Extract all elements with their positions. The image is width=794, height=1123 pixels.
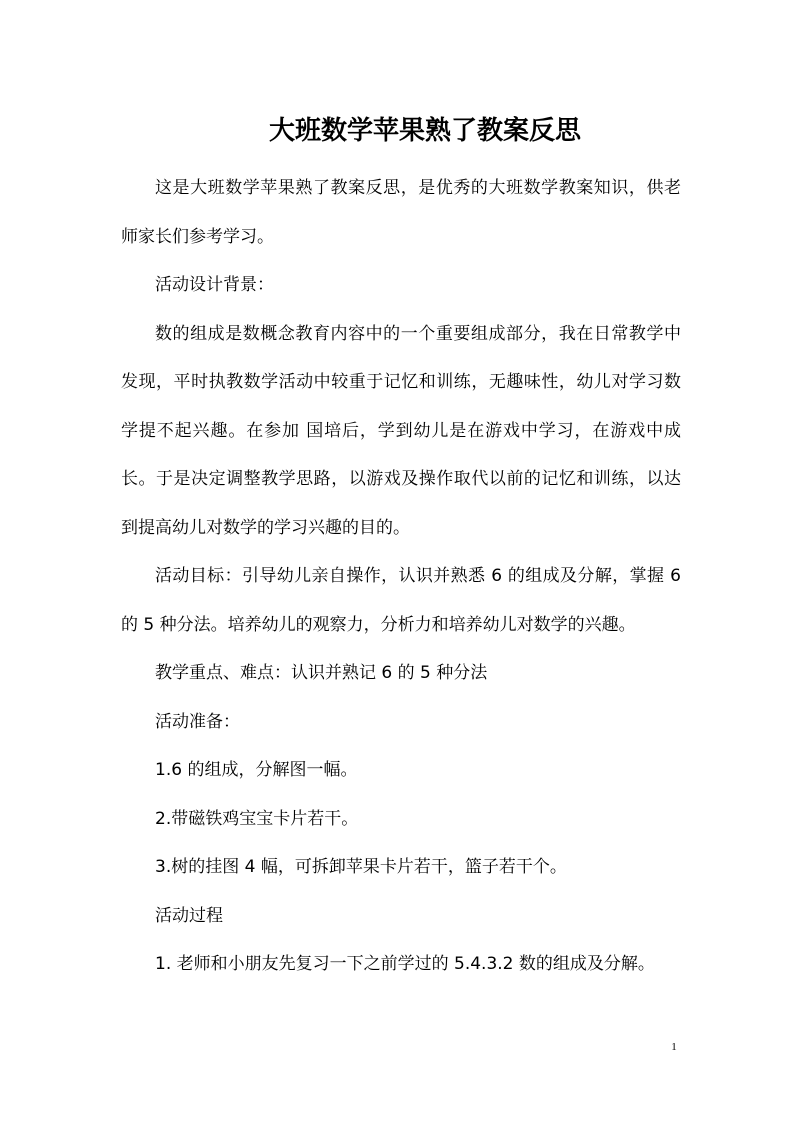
paragraph-preparation-item-3: 3.树的挂图 4 幅，可拆卸苹果卡片若干，篮子若干个。 [155,857,567,877]
paragraph-process-heading: 活动过程 [155,905,223,926]
paragraph-preparation-heading: 活动准备： [155,711,240,732]
paragraph-background-heading: 活动设计背景： [155,275,274,295]
document-body [121,164,681,989]
paragraph-intro: 这是大班数学苹果熟了教案反思，是优秀的大班数学教案知识，供老师家长们参考学习。 [121,178,681,247]
paragraph-process-step-1: 1. 老师和小朋友先复习一下之前学过的 5.4.3.2 数的组成及分解。 [155,954,655,974]
paragraph-key-points: 教学重点、难点：认识并熟记 6 的 5 种分法 [155,663,488,683]
document-title: 大班数学苹果熟了教案反思 [268,116,581,147]
paragraph-objectives: 活动目标：引导幼儿亲自操作，认识并熟悉 6 的组成及分解，掌握 6 的 5 种分法。培养幼儿的观察力，分析力和培养幼儿对数学的兴趣。 [121,566,681,635]
page-number: 1 [671,1041,677,1053]
paragraph-preparation-item-2: 2.带磁铁鸡宝宝卡片若干。 [155,808,359,829]
paragraph-background: 数的组成是数概念教育内容中的一个重要组成部分，我在日常教学中发现，平时执教数学活动中较重于记忆和训练，无趣味性，幼儿对学习数学提不起兴趣。在参加 国培后，学到幼儿是在游戏中学习，在游戏中成长。于是决定调整教学思路，以游戏及操作取代以前的记忆和训练，以达到提高幼儿对数学的学习兴趣的目的。 [121,323,681,538]
paragraph-preparation-item-1: 1.6 的组成，分解图一幅。 [155,760,358,780]
